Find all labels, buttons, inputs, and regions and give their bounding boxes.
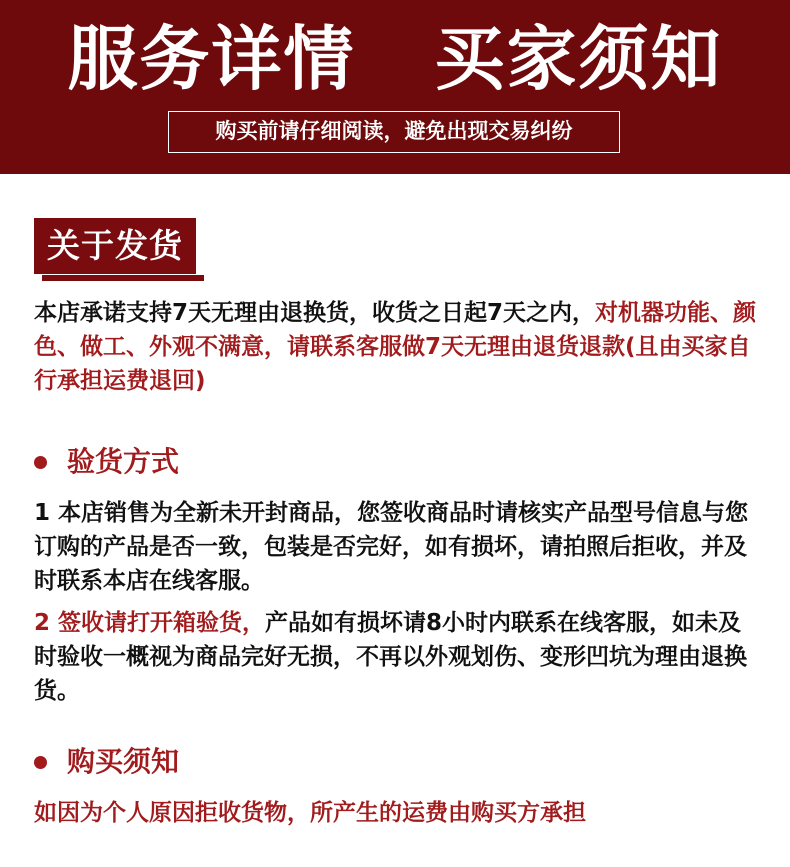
inspection-item-2-black: 产品如有损坏请8小时内联系在线客服，如未及时验收一概视为商品完好无损，不再以外观划伤、变形凹坑为理由退换货。 (34, 610, 747, 704)
inspection-item-1: 1 本店销售为全新未开封商品，您签收商品时请核实产品型号信息与您订购的产品是否一致，包装是否完好，如有损坏，请拍照后拒收，并及时联系本店在线客服。 (34, 500, 749, 594)
inspection-item-2 (34, 606, 758, 708)
shipping-paragraph (34, 296, 758, 398)
header-banner (0, 0, 790, 174)
inspection-heading (34, 442, 179, 482)
purchase-heading (34, 742, 179, 782)
inspection-item-2-red: 2 签收请打开箱验货， (34, 610, 266, 636)
bullet-dot-icon (34, 756, 47, 769)
banner-title: 服务详情 买家须知 (67, 18, 723, 100)
purchase-heading-label: 购买须知 (67, 745, 180, 778)
shipping-text-black: 本店承诺支持7天无理由退换货，收货之日起7天之内， (34, 300, 596, 326)
bullet-dot-icon (34, 456, 47, 469)
banner-notice: 购买前请仔细阅读，避免出现交易纠纷 (168, 111, 620, 153)
inspection-heading-label: 验货方式 (67, 445, 180, 478)
shipping-text-red: 对机器功能、颜色、做工、外观不满意，请联系客服做7天无理由退货退款(且由买家自行承担运费退回) (34, 300, 757, 394)
purchase-paragraph: 如因为个人原因拒收货物，所产生的运费由购买方承担 (34, 800, 586, 826)
shipping-section-tag: 关于发货 (34, 218, 196, 274)
